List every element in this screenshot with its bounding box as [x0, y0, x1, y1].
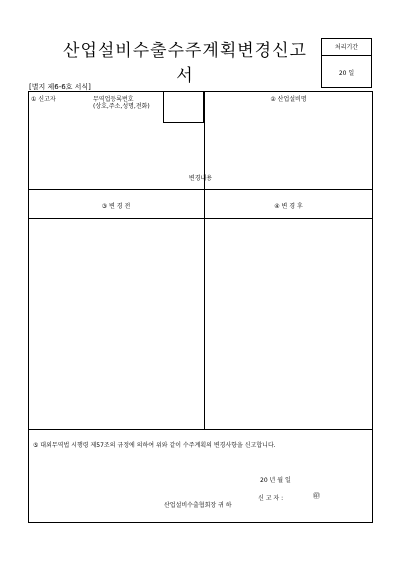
processing-period-value: 20 일 — [338, 70, 355, 77]
date-line: 20 년 월 일 — [260, 477, 291, 484]
applicant-label: ① 신고자 — [31, 96, 56, 103]
trade-registration-label: 무역업등록번호 — [93, 96, 134, 103]
seal-mark: ㊞ — [313, 492, 320, 500]
after-change-field[interactable] — [205, 219, 372, 428]
form-title: 산업설비수출수주계획변경신고서 — [63, 41, 307, 86]
row-divider-3 — [28, 429, 373, 430]
facility-name-label: ② 산업설비명 — [270, 96, 307, 103]
addressee-line: 산업설비수출협회장 귀 하 — [164, 502, 232, 509]
after-change-label: ④ 변 경 후 — [274, 203, 303, 210]
row-divider-1 — [28, 189, 373, 190]
processing-period-divider — [321, 55, 372, 56]
applicant-detail-label: (상호,주소,성명,전화) — [93, 103, 150, 110]
form-reference: [별지 제6-6호 서식] — [29, 83, 91, 91]
trade-registration-number-box[interactable] — [163, 91, 204, 123]
before-change-field[interactable] — [29, 219, 203, 428]
declaration-text: ⑤ 대외무역법 시행령 제57조의 규정에 의하여 위와 같이 수주계획의 변경사항을 신고합니다. — [33, 442, 276, 449]
before-change-label: ③ 변 경 전 — [101, 203, 131, 210]
processing-period-header: 처리기간 — [334, 44, 359, 51]
reporter-line: 신 고 자 : — [258, 495, 284, 502]
change-contents-label: 변경내용 — [188, 175, 213, 182]
